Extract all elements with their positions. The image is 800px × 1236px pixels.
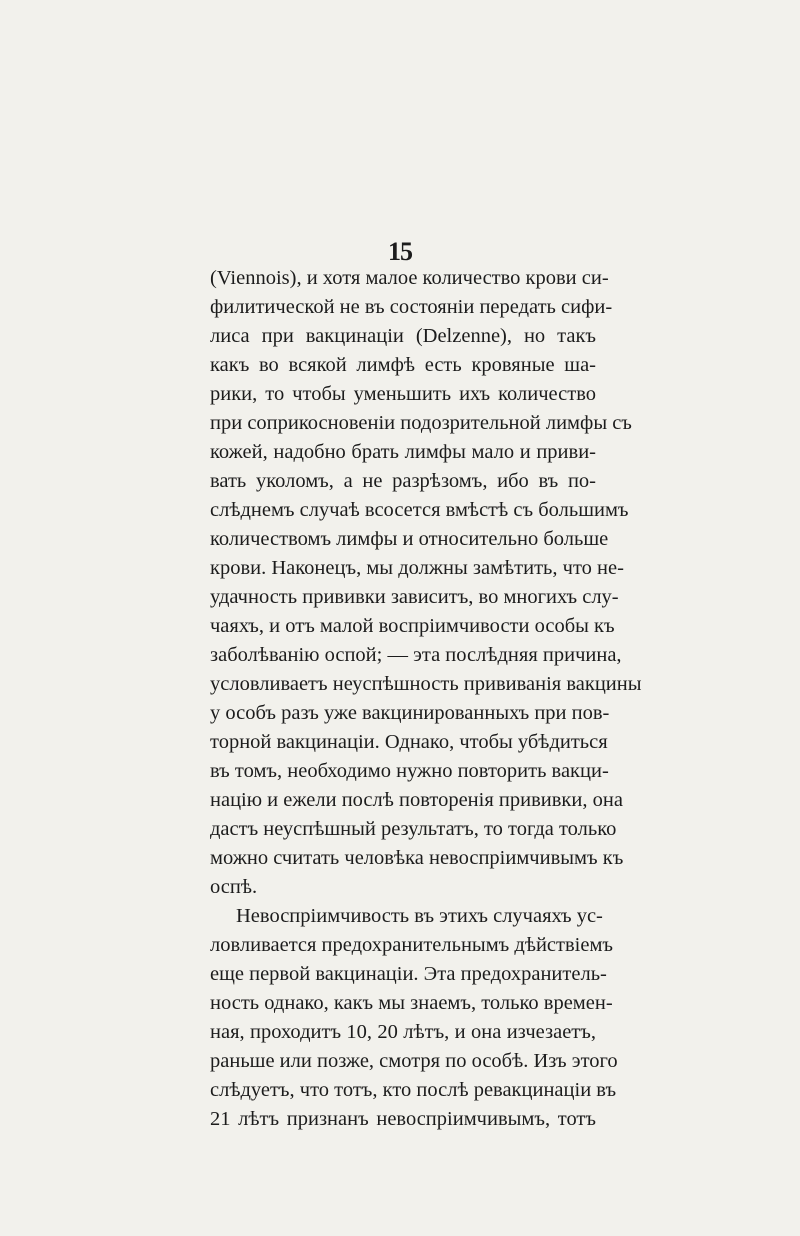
text-line: раньше или позже, смотря по особѣ. Изъ этого (210, 1050, 618, 1072)
text-line: ная, проходитъ 10, 20 лѣтъ, и она изчезаетъ, (210, 1021, 596, 1043)
text-line: слѣднемъ случаѣ всосется вмѣстѣ съ большимъ (210, 499, 629, 521)
text-line: 21 лѣтъ признанъ невоспріимчивымъ, тотъ (210, 1108, 596, 1130)
text-line: Невоспріимчивость въ этихъ случаяхъ ус- (236, 905, 603, 927)
text-line: лиса при вакцинаціи (Delzenne), но такъ (210, 325, 596, 347)
text-line: удачность прививки зависитъ, во многихъ слу- (210, 586, 619, 608)
text-line: заболѣванію оспой; — эта послѣдняя причина, (210, 644, 622, 666)
text-line: ловливается предохранительнымъ дѣйствіемъ (210, 934, 614, 956)
text-line: рики, то чтобы уменьшить ихъ количество (210, 383, 596, 405)
text-line: націю и ежели послѣ повторенія прививки, она (210, 789, 623, 811)
text-line: можно считать человѣка невоспріимчивымъ къ (210, 847, 624, 869)
text-line: дастъ неуспѣшный результатъ, то тогда только (210, 818, 617, 840)
text-line: вать уколомъ, а не разрѣзомъ, ибо въ по- (210, 470, 596, 492)
page-number: 15 (388, 237, 412, 266)
text-line: количествомъ лимфы и относительно больше (210, 528, 609, 550)
text-line: условливаетъ неуспѣшность прививанія вакцины (210, 673, 642, 695)
text-line: при соприкосновеніи подозрительной лимфы съ (210, 412, 632, 434)
text-line: какъ во всякой лимфѣ есть кровяные ша- (210, 354, 596, 376)
text-line: филитической не въ состояніи передать сифи- (210, 296, 613, 318)
text-line: еще первой вакцинаціи. Эта предохранитель- (210, 963, 607, 985)
text-line: торной вакцинаціи. Однако, чтобы убѣдиться (210, 731, 608, 753)
text-line: крови. Наконецъ, мы должны замѣтить, что не- (210, 557, 624, 579)
text-line: у особъ разъ уже вакцинированныхъ при пов- (210, 702, 610, 724)
text-line: ность однако, какъ мы знаемъ, только времен- (210, 992, 613, 1014)
text-line: (Viennois), и хотя малое количество крови си- (210, 267, 609, 289)
text-line: въ томъ, необходимо нужно повторить вакци- (210, 760, 609, 782)
text-line: слѣдуетъ, что тотъ, кто послѣ ревакцинаціи въ (210, 1079, 617, 1101)
text-line: кожей, надобно брать лимфы мало и приви- (210, 441, 596, 463)
text-line: чаяхъ, и отъ малой воспріимчивости особы къ (210, 615, 615, 637)
text-line: оспѣ. (210, 876, 258, 898)
